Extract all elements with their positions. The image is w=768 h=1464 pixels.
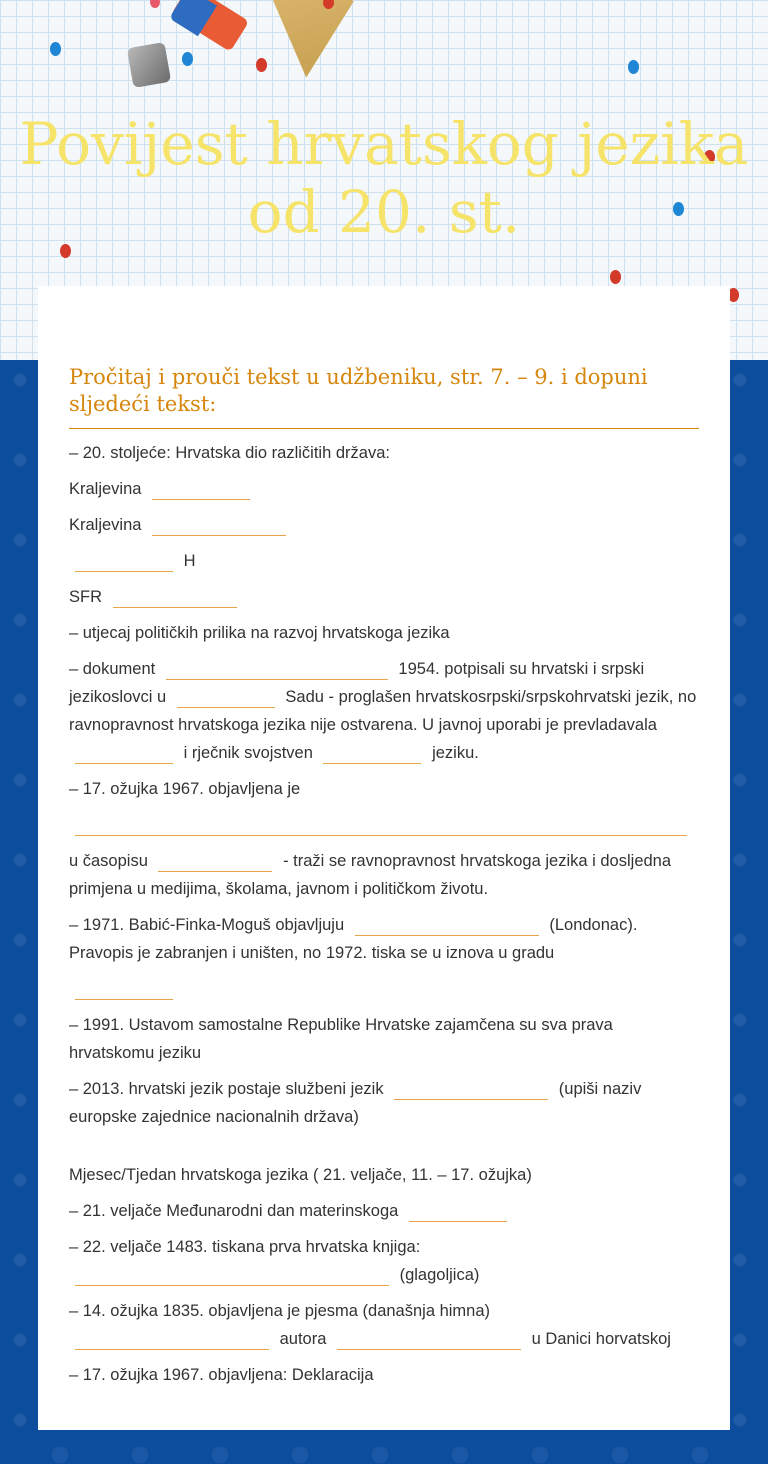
text-span: u Danici horvatskoj [531, 1330, 671, 1348]
text-line [69, 969, 699, 1005]
text-span: – 20. stoljeće: Hrvatska dio različitih država: [69, 444, 390, 462]
text-span: (Londonac). Pravopis je zabranjen i uništen, no 1972. tiska se u iznova u gradu [69, 916, 638, 962]
confetti-dot [628, 60, 639, 74]
text-line [69, 1069, 699, 1133]
answer-blank-11[interactable] [355, 915, 539, 936]
confetti-dot [182, 52, 193, 66]
answer-blank-6[interactable] [177, 687, 275, 708]
text-span: autora [279, 1330, 327, 1348]
text-span: – 1991. Ustavom samostalne Republike Hrvatske zajamčena su sva prava hrvatskomu jeziku [69, 1016, 613, 1062]
confetti-dot [50, 42, 61, 56]
answer-blank-4[interactable] [113, 587, 237, 608]
worksheet-card [38, 286, 730, 1430]
text-span: - traži se ravnopravnost hrvatskoga jezika i dosljedna primjena u medijima, školama, javnom i političkom životu. [69, 852, 672, 898]
answer-blank-7[interactable] [75, 743, 173, 764]
answer-blank-15[interactable] [75, 1265, 389, 1286]
text-span: – 17. ožujka 1967. objavljena je [69, 780, 301, 798]
text-span: jeziku. [432, 744, 479, 762]
text-line [69, 1227, 699, 1291]
answer-blank-8[interactable] [323, 743, 421, 764]
confetti-dot [150, 0, 160, 8]
text-line [69, 805, 699, 841]
text-line [69, 905, 699, 969]
text-line [69, 1291, 699, 1355]
text-span: – 21. veljače Međunarodni dan materinskoga [69, 1202, 399, 1220]
text-span: i rječnik svojstven [183, 744, 313, 762]
worksheet-heading: Pročitaj i prouči tekst u udžbeniku, str. 7. – 9. i dopuni sljedeći tekst: [69, 364, 699, 429]
text-line [69, 469, 699, 505]
answer-blank-5[interactable] [166, 659, 388, 680]
title-line-2: od 20. st. [247, 178, 521, 246]
text-span: Mjesec/Tjedan hrvatskoga jezika ( 21. veljače, 11. – 17. ožujka) [69, 1166, 532, 1184]
confetti-dot [256, 58, 267, 72]
text-line [69, 1355, 699, 1391]
text-line [69, 649, 699, 769]
text-span: u časopisu [69, 852, 148, 870]
text-span: – dokument [69, 660, 156, 678]
answer-blank-3[interactable] [75, 551, 173, 572]
text-span: – 14. ožujka 1835. objavljena je pjesma (današnja himna) [69, 1302, 491, 1320]
answer-blank-9[interactable] [75, 815, 687, 836]
text-line [69, 505, 699, 541]
text-span: – utjecaj političkih prilika na razvoj hrvatskoga jezika [69, 624, 450, 642]
text-line [69, 429, 699, 469]
answer-blank-12[interactable] [75, 979, 173, 1000]
text-line [69, 841, 699, 905]
worksheet-body [69, 429, 699, 1391]
text-span: – 1971. Babić-Finka-Moguš objavljuju [69, 916, 345, 934]
text-span: 1954. potpisali su hrvatski i srpski jezikoslovci u [69, 660, 645, 706]
text-line [69, 541, 699, 577]
text-span: Sadu - proglašen hrvatskosrpski/srpskohrvatski jezik, no ravnopravnost hrvatskoga jezika nije ostvarena. U javnoj uporabi je prevladavala [69, 688, 697, 734]
answer-blank-14[interactable] [409, 1201, 507, 1222]
text-line [69, 1005, 699, 1069]
text-line [69, 1191, 699, 1227]
text-span: (glagoljica) [399, 1266, 480, 1284]
answer-blank-2[interactable] [152, 515, 286, 536]
spacer [69, 1133, 699, 1155]
text-span: – 2013. hrvatski jezik postaje službeni jezik [69, 1080, 384, 1098]
text-span: H [183, 552, 196, 570]
answer-blank-13[interactable] [394, 1079, 548, 1100]
answer-blank-17[interactable] [337, 1329, 521, 1350]
text-span: Kraljevina [69, 480, 142, 498]
text-line [69, 577, 699, 613]
page-title [0, 110, 768, 246]
sharpener-decoration [127, 42, 171, 88]
answer-blank-10[interactable] [158, 851, 272, 872]
text-span: (upiši naziv europske zajednice nacionalnih država) [69, 1080, 642, 1126]
text-line [69, 613, 699, 649]
text-span: – 22. veljače 1483. tiskana prva hrvatska knjiga: [69, 1238, 421, 1256]
answer-blank-1[interactable] [152, 479, 250, 500]
text-span: SFR [69, 588, 102, 606]
text-span: Kraljevina [69, 516, 142, 534]
confetti-dot [60, 244, 71, 258]
text-line [69, 769, 699, 805]
answer-blank-16[interactable] [75, 1329, 269, 1350]
text-span: – 17. ožujka 1967. objavljena: Deklaracija [69, 1366, 374, 1384]
title-line-1: Povijest hrvatskog jezika [19, 110, 749, 178]
text-line [69, 1155, 699, 1191]
confetti-dot [610, 270, 621, 284]
